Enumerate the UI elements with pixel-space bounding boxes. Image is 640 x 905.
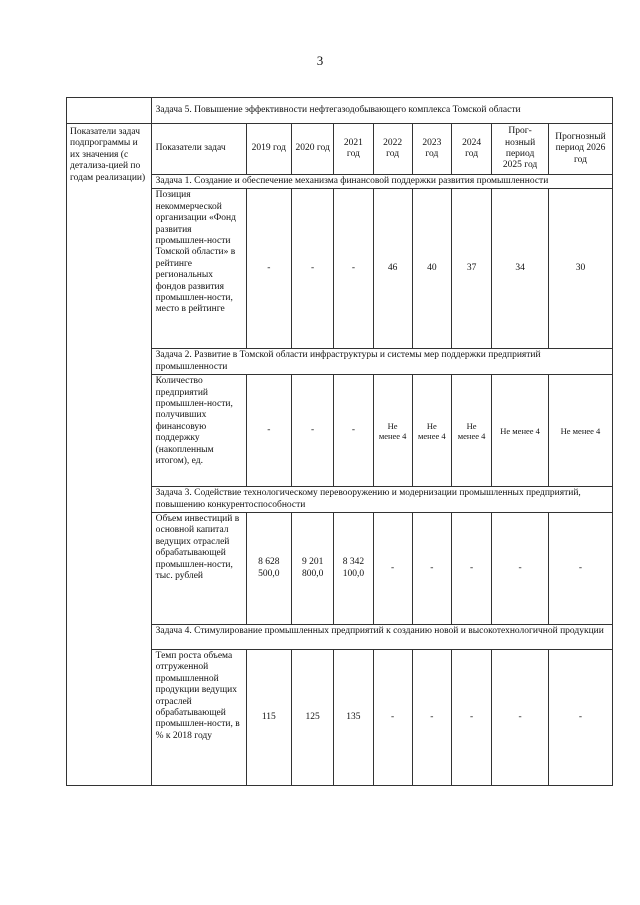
task1-value-2022: 46 (373, 189, 412, 349)
col-header-2020: 2020 год (291, 124, 333, 175)
task3-value-2021: 8 342 100,0 (334, 513, 373, 625)
task1-value-2020: - (291, 189, 333, 349)
page-number: 3 (316, 53, 324, 68)
task2-title: Задача 2. Развитие в Томской области инфраструктуры и системы мер поддержки предприятий промышленности (151, 349, 612, 375)
task4-value-2024: - (451, 650, 491, 786)
task4-value-2021: 135 (334, 650, 373, 786)
empty-corner-cell (67, 98, 152, 124)
task4-value-2023: - (412, 650, 451, 786)
task4-title: Задача 4. Стимулирование промышленных предприятий к созданию новой и высокотехнологичной продукции (151, 625, 612, 650)
task2-indicator: Количество предприятий промышлен-ности, получивших финансовую поддержку (накопленным итогом), ед. (151, 375, 246, 487)
task4-value-2020: 125 (291, 650, 333, 786)
task3-indicator: Объем инвестиций в основной капитал ведущих отраслей обрабатывающей промышлен-ности, тыс. рублей (151, 513, 246, 625)
col-header-2024: 2024 год (451, 124, 491, 175)
task1-value-2024: 37 (451, 189, 491, 349)
task3-value-2023: - (412, 513, 451, 625)
task2-value-2025: Не менее 4 (492, 375, 549, 487)
left-header-cell: Показатели задач подпрограммы и их значения (с детализа-цией по годам реализации) (67, 124, 152, 786)
task3-value-2024: - (451, 513, 491, 625)
col-header-2022: 2022 год (373, 124, 412, 175)
task4-indicator: Темп роста объема отгруженной промышленной продукции ведущих отраслей обрабатывающей промышлен-ности, в % к 2018 году (151, 650, 246, 786)
task3-value-2020: 9 201 800,0 (291, 513, 333, 625)
col-header-2019: 2019 год (246, 124, 291, 175)
task2-value-2024: Не менее 4 (451, 375, 491, 487)
task2-value-2020: - (291, 375, 333, 487)
task1-value-2023: 40 (412, 189, 451, 349)
col-header-2021: 2021 год (334, 124, 373, 175)
col-header-2023: 2023 год (412, 124, 451, 175)
task3-title: Задача 3. Содействие технологическому перевооружению и модернизации промышленных предприятий, повышению конкурентоспособности (151, 487, 612, 513)
task1-indicator: Позиция некоммерческой организации «Фонд развития промышлен-ности Томской области» в рейтинге региональных фондов развития промышлен-ности, место в рейтинге (151, 189, 246, 349)
task1-value-2026: 30 (548, 189, 612, 349)
col-header-2025: Прог-нозный период 2025 год (492, 124, 549, 175)
task4-value-2022: - (373, 650, 412, 786)
task2-value-2019: - (246, 375, 291, 487)
col-header-2026: Прогнозный период 2026 год (548, 124, 612, 175)
indicators-table (66, 97, 613, 786)
task5-title: Задача 5. Повышение эффективности нефтегазодобывающего комплекса Томской области (151, 98, 612, 124)
task4-value-2019: 115 (246, 650, 291, 786)
task2-value-2026: Не менее 4 (548, 375, 612, 487)
task1-value-2025: 34 (492, 189, 549, 349)
task3-value-2026: - (548, 513, 612, 625)
task2-value-2023: Не менее 4 (412, 375, 451, 487)
task3-value-2019: 8 628 500,0 (246, 513, 291, 625)
task1-title: Задача 1. Создание и обеспечение механизма финансовой поддержки развития промышленности (151, 175, 612, 189)
col-header-indicator: Показатели задач (151, 124, 246, 175)
task1-value-2021: - (334, 189, 373, 349)
task1-value-2019: - (246, 189, 291, 349)
task2-value-2021: - (334, 375, 373, 487)
task4-value-2025: - (492, 650, 549, 786)
task3-value-2022: - (373, 513, 412, 625)
task3-value-2025: - (492, 513, 549, 625)
task4-value-2026: - (548, 650, 612, 786)
task2-value-2022: Не менее 4 (373, 375, 412, 487)
